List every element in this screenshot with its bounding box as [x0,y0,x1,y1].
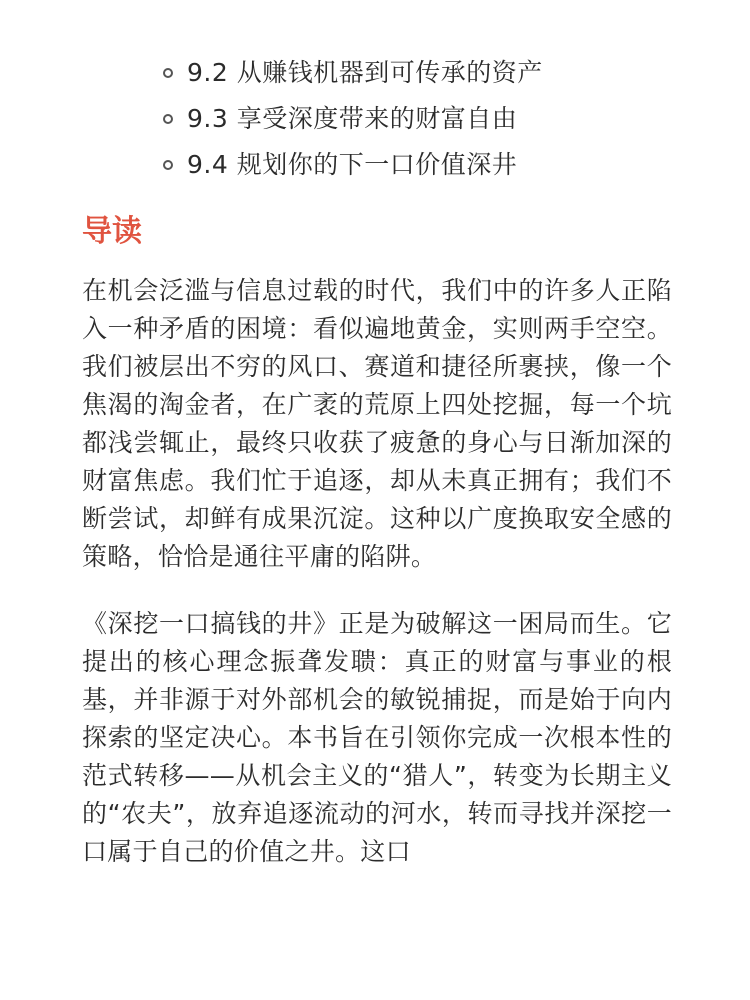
section-title: 导读 [82,214,142,249]
toc-item-9-4[interactable] [163,142,543,188]
toc-item-label: 9.2 从赚钱机器到可传承的资产 [187,58,543,87]
body-paragraph: 在机会泛滥与信息过载的时代，我们中的许多人正陷入一种矛盾的困境：看似遍地黄金，实则两手空空。我们被层出不穷的风口、赛道和捷径所裹挟，像一个焦渴的淘金者，在广袤的荒原上四处挖掘，每一个坑都浅尝辄止，最终只收获了疲惫的身心与日渐加深的财富焦虑。我们忙于追逐，却从未真正拥有；我们不断尝试，却鲜有成果沉淀。这种以广度换取安全感的策略，恰恰是通往平庸的陷阱。 [82,276,672,571]
hollow-circle-bullet-icon [163,68,173,78]
toc-item-9-2[interactable] [163,50,543,96]
toc-item-label: 9.4 规划你的下一口价值深井 [187,150,518,179]
hollow-circle-bullet-icon [163,114,173,124]
toc-item-label: 9.3 享受深度带来的财富自由 [187,104,518,133]
body-paragraph: 《深挖一口搞钱的井》正是为破解这一困局而生。它提出的核心理念振聋发聩：真正的财富与事业的根基，并非源于对外部机会的敏锐捕捉，而是始于向内探索的坚定决心。本书旨在引领你完成一次根本性的范式转移——从机会主义的“猎人”，转变为长期主义的“农夫”，放弃追逐流动的河水，转而寻找并深挖一口属于自己的价值之井。这口 [82,609,672,866]
toc-item-9-3[interactable] [163,96,543,142]
hollow-circle-bullet-icon [163,160,173,170]
table-of-contents [163,50,543,188]
